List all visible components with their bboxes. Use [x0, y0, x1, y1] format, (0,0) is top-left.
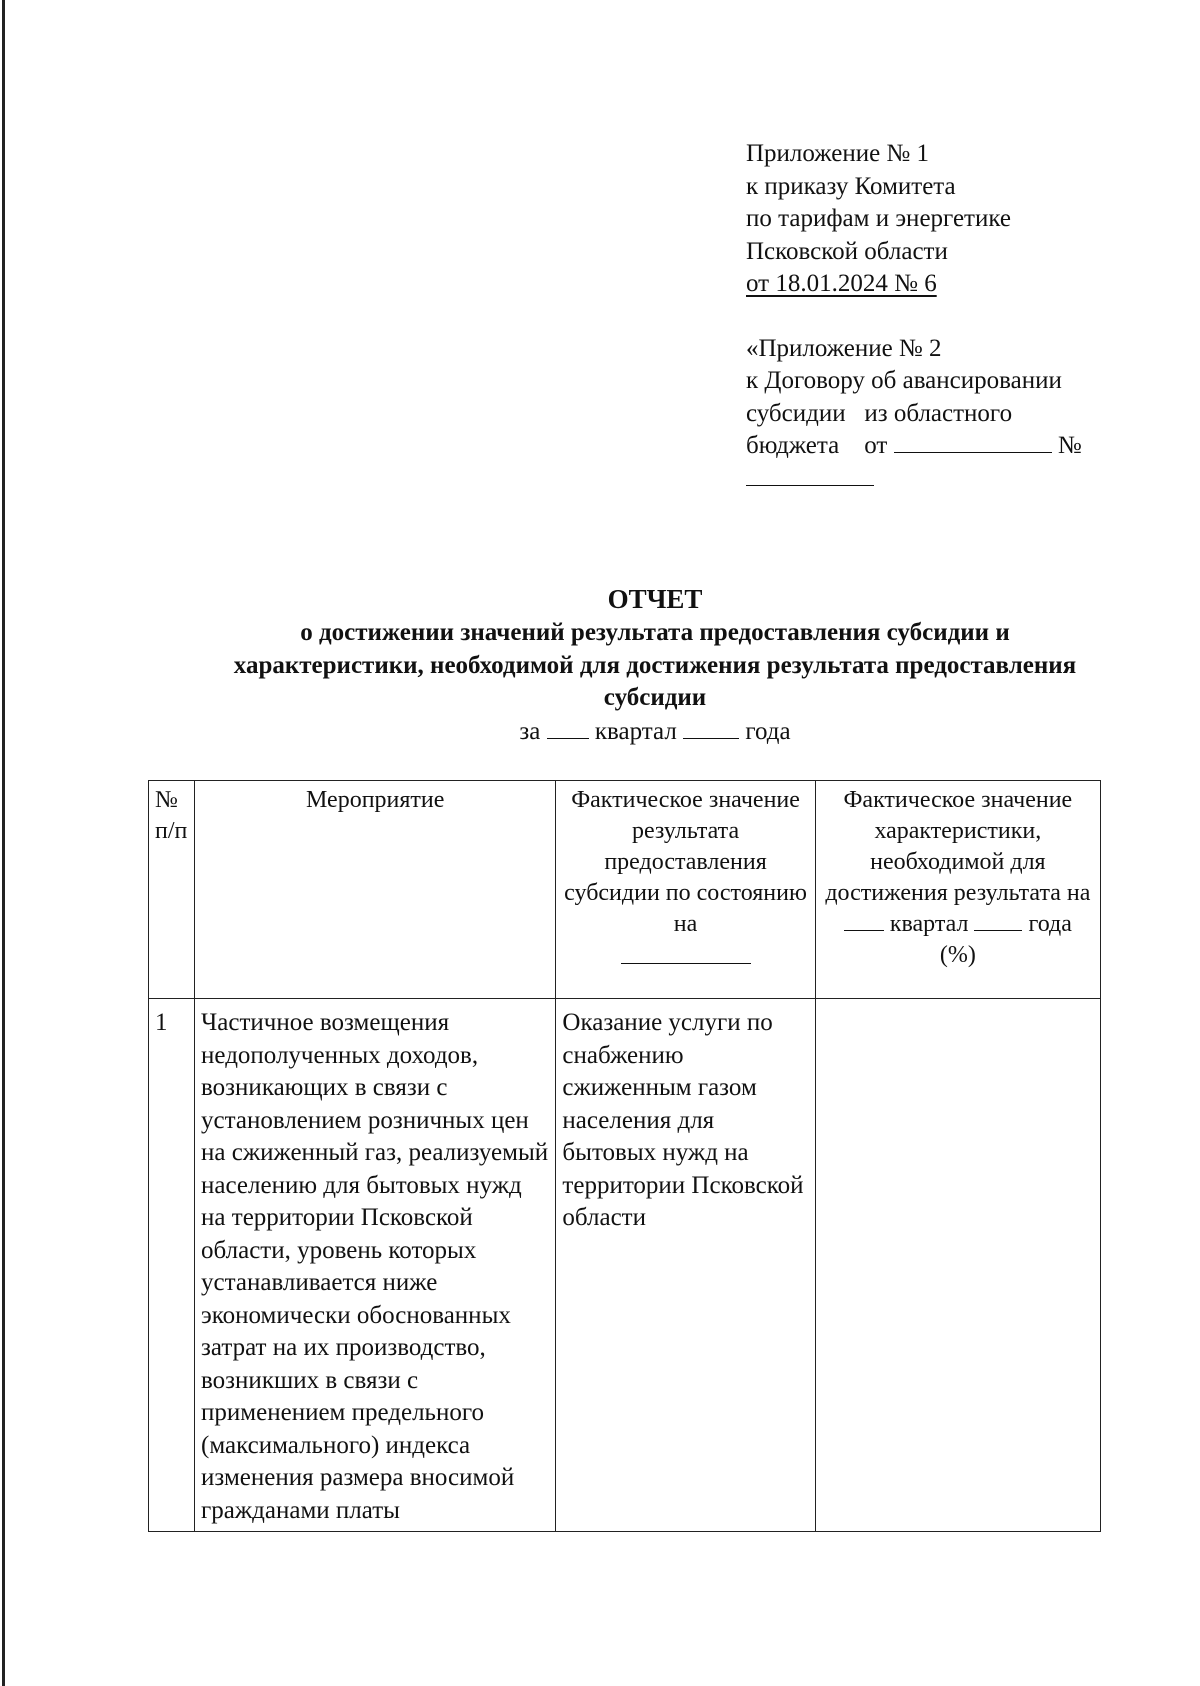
period-middle: квартал — [594, 718, 677, 745]
scan-border — [2, 0, 5, 1686]
row-characteristic — [815, 999, 1100, 1532]
appendix1-date-number: от 18.01.2024 № 6 — [746, 270, 937, 297]
row-result: Оказание услуги по снабжению сжиженным газом населения для бытовых нужд на территории Псковской области — [556, 999, 815, 1532]
blank-year — [683, 737, 739, 739]
appendix2-line5 — [746, 463, 1166, 496]
report-subtitle — [140, 617, 1170, 715]
period-suffix: года — [745, 718, 791, 745]
header-result — [556, 781, 815, 999]
report-subtitle-line3: субсидии — [603, 684, 707, 711]
appendix1-line1: Приложение № 1 — [746, 140, 930, 167]
header-result-text: Фактическое значение результата предоставления субсидии по состоянию на — [564, 787, 807, 937]
report-table — [148, 780, 1101, 1532]
blank-date — [894, 451, 1052, 453]
appendix2-line4-prefix: бюджета от — [746, 432, 888, 459]
appendix2-line1: «Приложение № 2 — [746, 334, 942, 362]
appendix1-line4: Псковской области — [746, 237, 948, 265]
table-row — [149, 999, 1101, 1532]
header-char-unit: (%) — [939, 942, 976, 968]
appendix2-line3: субсидии из областного — [746, 399, 1013, 427]
header-characteristic — [815, 781, 1100, 999]
header-event: Мероприятие — [195, 781, 556, 999]
blank-quarter — [547, 737, 589, 739]
blank-number — [746, 484, 874, 486]
report-title: ОТЧЕТ — [607, 584, 703, 614]
report-subtitle-line2: характеристики, необходимой для достижения результата предоставления — [233, 651, 1077, 679]
header-char-main: Фактическое значение характеристики, необходимой для достижения результата на — [825, 787, 1091, 906]
report-subtitle-line1: о достижении значений результата предоставления субсидии и — [300, 619, 1010, 646]
report-period — [140, 716, 1170, 748]
blank-header-year — [974, 929, 1022, 931]
appendix2-line4 — [746, 430, 1166, 463]
table-header-row — [149, 781, 1101, 999]
period-prefix: за — [519, 718, 541, 745]
header-num: № п/п — [149, 781, 195, 999]
row-event: Частичное возмещения недополученных доходов, возникающих в связи с установлением розничных цен на сжиженный газ, реализуемый населению для бытовых нужд на территории Псковской области, уровень которых устанавливается ниже экономически обоснованных затрат на их производство, возникших в связи с применением предельного (максимального) индекса изменения размера вносимой гражданами платы — [195, 999, 556, 1532]
appendix-header — [746, 138, 1166, 495]
appendix2-line2: к Договору об авансировании — [746, 367, 1062, 394]
header-char-quarter: квартал — [889, 911, 969, 937]
blank-header-quarter — [844, 929, 884, 931]
appendix2-line4-suffix: № — [1057, 432, 1082, 459]
row-num: 1 — [149, 999, 195, 1532]
appendix1-line2: к приказу Комитета — [746, 172, 956, 200]
blank-date-field — [621, 962, 751, 964]
header-char-year: года — [1028, 911, 1072, 937]
appendix1-line3: по тарифам и энергетике — [746, 205, 1011, 232]
